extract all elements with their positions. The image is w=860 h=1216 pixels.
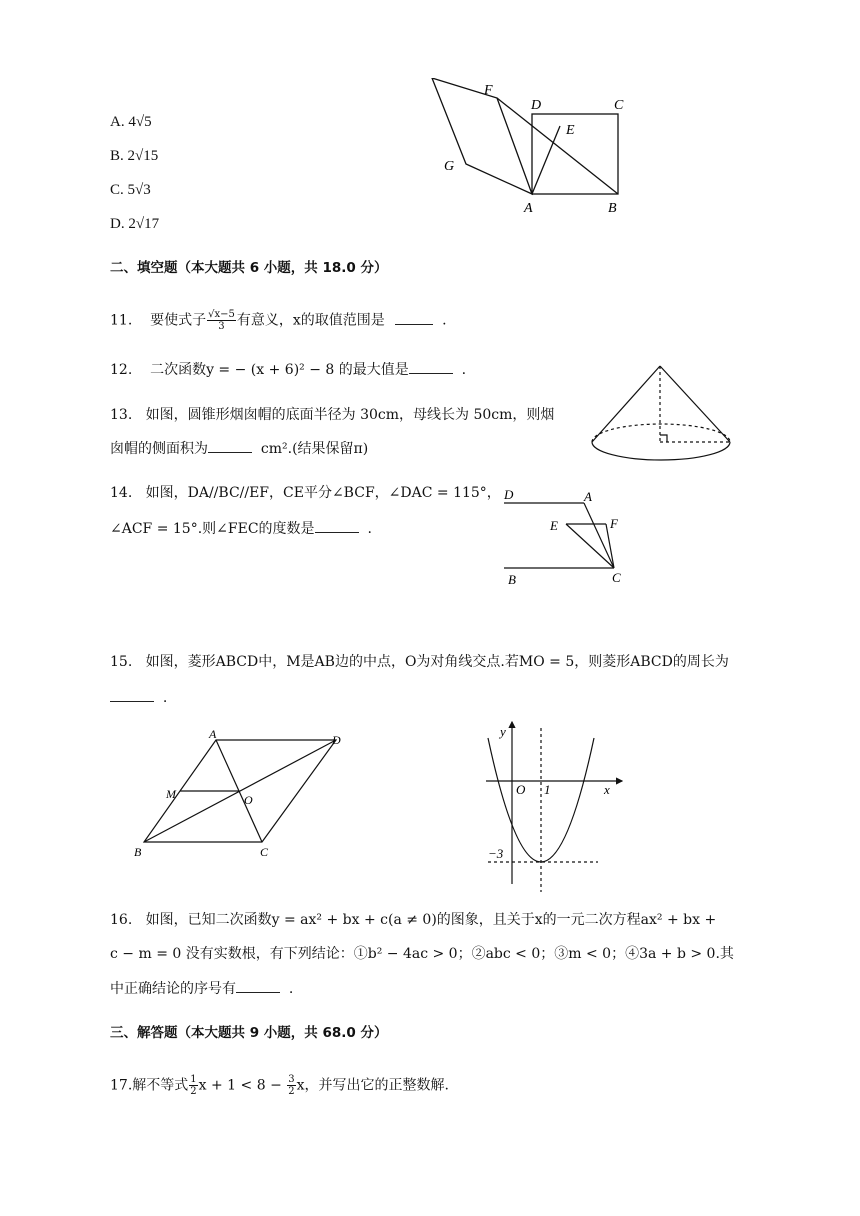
label-C: C	[614, 98, 624, 113]
square-abcd	[532, 114, 618, 194]
q17-f1-den: 2	[190, 1086, 197, 1097]
q12-answer-blank[interactable]	[409, 359, 453, 374]
q16-answer-blank[interactable]	[236, 978, 280, 993]
section-3-title: 三、解答题（本大题共 9 小题，共 68.0 分）	[110, 1025, 388, 1041]
q15-end: .	[162, 690, 168, 706]
q17-post: x，并写出它的正整数解.	[296, 1077, 449, 1094]
question-16-line1	[110, 910, 716, 930]
label-C: C	[260, 845, 269, 859]
q11-number: 11.	[110, 312, 133, 329]
label-x: x	[604, 782, 610, 797]
q11-post: 有意义，x的取值范围是	[236, 312, 385, 329]
q17-f2-num: 3	[288, 1074, 295, 1085]
q11-frac-den: 3	[218, 321, 225, 332]
q12-number: 12.	[110, 362, 133, 378]
label-A: A	[209, 730, 217, 741]
question-13-line2	[110, 438, 368, 459]
question-14-line2	[110, 518, 372, 539]
q17-f2-den: 2	[288, 1086, 295, 1097]
label-D: D	[332, 733, 341, 747]
option-d[interactable]: D. 2√17	[110, 216, 160, 232]
label-F: F	[484, 83, 493, 98]
q13-line1: 如图，圆锥形烟囱帽的底面半径为 30cm，母线长为 50cm，则烟	[145, 407, 555, 423]
question-16-line2: c − m = 0 没有实数根，有下列结论：①b² − 4ac > 0；②abc < 0；③m < 0；④3a + b > 0.其	[110, 946, 734, 962]
label-neg3: −3	[488, 846, 504, 861]
q15-number: 15.	[110, 654, 133, 670]
q14-number: 14.	[110, 485, 133, 501]
q13-answer-blank[interactable]	[208, 438, 252, 453]
q16-number: 16.	[110, 912, 133, 928]
question-14-line1	[110, 483, 501, 503]
figure-square-diagram	[430, 78, 640, 218]
q14-line2-pre: ∠ACF = 15°.则∠FEC的度数是	[110, 521, 315, 537]
label-G: G	[444, 159, 455, 174]
label-O: O	[244, 793, 253, 807]
label-O: O	[516, 782, 526, 797]
option-c[interactable]: C. 5√3	[110, 182, 151, 198]
cone-right-edge	[660, 366, 730, 442]
q13-line2-pre: 囱帽的侧面积为	[110, 441, 208, 457]
q11-fraction	[207, 309, 236, 332]
q17-f1-num: 1	[190, 1074, 197, 1085]
q15-line1: 如图，菱形ABCD中，M是AB边的中点，O为对角线交点.若MO = 5，则菱形ABCD的周长为	[145, 654, 729, 670]
q13-number: 13.	[110, 407, 133, 423]
option-b[interactable]: B. 2√15	[110, 148, 159, 164]
q12-text: 二次函数y = − (x + 6)² − 8 的最大值是	[150, 362, 409, 378]
label-y: y	[500, 724, 506, 739]
cone-base-front	[592, 442, 730, 460]
q16-end: .	[288, 981, 294, 997]
label-C: C	[612, 570, 621, 585]
label-F: F	[610, 516, 618, 531]
label-1: 1	[544, 782, 551, 797]
cone-left-edge	[592, 366, 660, 442]
line-ac	[584, 503, 614, 568]
q14-line1: 如图，DA//BC//EF，CE平分∠BCF，∠DAC = 115°，	[145, 485, 501, 501]
q16-line3-pre: 中正确结论的序号有	[110, 981, 236, 997]
section-2-title: 二、填空题（本大题共 6 小题，共 18.0 分）	[110, 260, 388, 276]
q17-pre: 17.解不等式	[110, 1077, 189, 1094]
label-E: E	[566, 123, 575, 138]
q17-fraction-1	[189, 1074, 197, 1097]
figure-parabola	[480, 716, 630, 892]
label-B: B	[608, 201, 617, 216]
q13-line2-post: cm².(结果保留π)	[260, 441, 369, 457]
label-D: D	[504, 487, 514, 502]
q17-mid: x + 1 < 8 −	[198, 1077, 282, 1094]
label-B: B	[508, 572, 516, 587]
q11-answer-blank[interactable]	[395, 310, 433, 325]
question-17	[110, 1074, 449, 1097]
label-A: A	[584, 489, 592, 504]
label-E: E	[550, 518, 558, 533]
q17-fraction-2	[287, 1074, 295, 1097]
question-15-line2	[110, 687, 167, 708]
figure-parallel-lines	[496, 486, 636, 588]
q14-end: .	[367, 521, 372, 537]
label-A: A	[524, 201, 533, 216]
label-B: B	[134, 845, 142, 859]
figure-cone	[588, 362, 738, 466]
question-16-line3	[110, 978, 293, 999]
cone-base-back	[592, 424, 730, 442]
question-13-line1	[110, 405, 554, 425]
option-a[interactable]: A. 4√5	[110, 114, 152, 130]
q11-pre: 要使式子	[150, 312, 207, 329]
q11-end: .	[442, 312, 447, 329]
question-12	[110, 359, 466, 380]
q15-answer-blank[interactable]	[110, 687, 154, 702]
label-M: M	[166, 787, 176, 801]
q12-end: .	[461, 362, 467, 378]
q11-frac-num: √x−5	[208, 309, 235, 320]
right-angle-mark	[660, 435, 667, 442]
question-11	[110, 309, 447, 332]
q14-answer-blank[interactable]	[315, 518, 359, 533]
label-D: D	[531, 98, 542, 113]
figure-rhombus	[128, 730, 358, 862]
q16-line1: 如图，已知二次函数y = ax² + bx + c(a ≠ 0)的图象，且关于x的一元二次方程ax² + bx +	[145, 912, 717, 928]
question-15-line1	[110, 652, 729, 672]
square-afge	[432, 78, 532, 194]
